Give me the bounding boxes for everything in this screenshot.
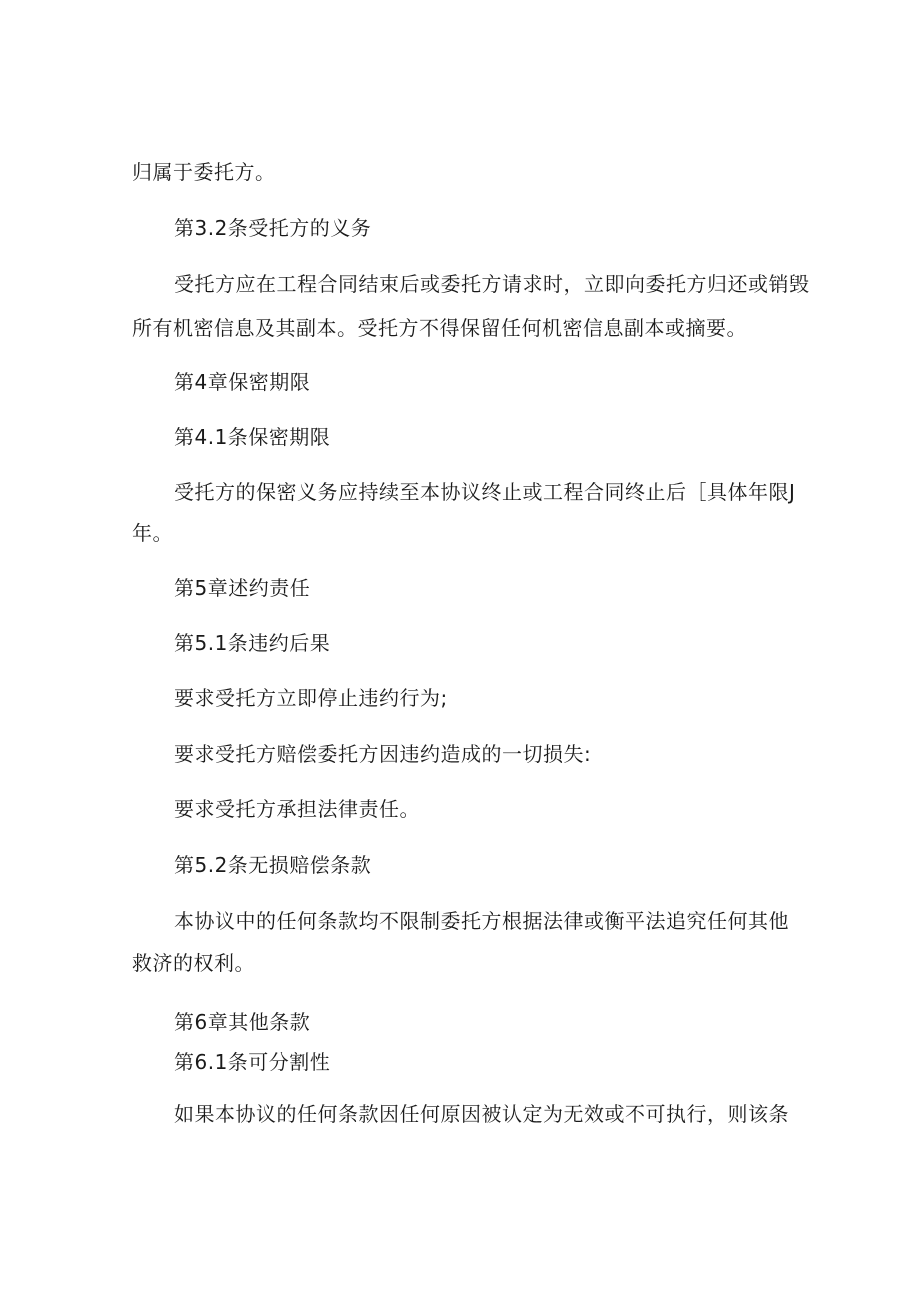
paragraph-continuation: 归属于委托方。 xyxy=(132,160,276,184)
paragraph-line: 受托方的保密义务应持续至本协议终止或工程合同终止后［具体年限J xyxy=(174,480,796,504)
list-item: 要求受托方赔偿委托方因违约造成的一切损失: xyxy=(174,742,592,766)
paragraph-line: 救济的权利。 xyxy=(132,951,255,975)
list-item: 要求受托方承担法律责任。 xyxy=(174,797,420,821)
chapter-heading: 第5章述约责任 xyxy=(174,576,311,600)
paragraph-line: 如果本协议的任何条款因任何原因被认定为无效或不可执行，则该条 xyxy=(174,1102,789,1126)
paragraph-line: 受托方应在工程合同结束后或委托方请求时，立即向委托方归还或销毁 xyxy=(174,272,810,296)
article-heading: 第5.2条无损赔偿条款 xyxy=(174,853,372,877)
paragraph-line: 年。 xyxy=(132,521,173,545)
article-heading: 第3.2条受托方的义务 xyxy=(174,216,372,240)
paragraph-line: 所有机密信息及其副本。受托方不得保留任何机密信息副本或摘要。 xyxy=(132,316,747,340)
chapter-heading: 第6章其他条款 xyxy=(174,1010,311,1034)
list-item: 要求受托方立即停止违约行为; xyxy=(174,686,448,710)
article-heading: 第5.1条违约后果 xyxy=(174,631,331,655)
paragraph-line: 本协议中的任何条款均不限制委托方根据法律或衡平法追究任何其他 xyxy=(174,909,789,933)
article-heading: 第4.1条保密期限 xyxy=(174,425,331,449)
chapter-heading: 第4章保密期限 xyxy=(174,370,311,394)
article-heading: 第6.1条可分割性 xyxy=(174,1050,331,1074)
